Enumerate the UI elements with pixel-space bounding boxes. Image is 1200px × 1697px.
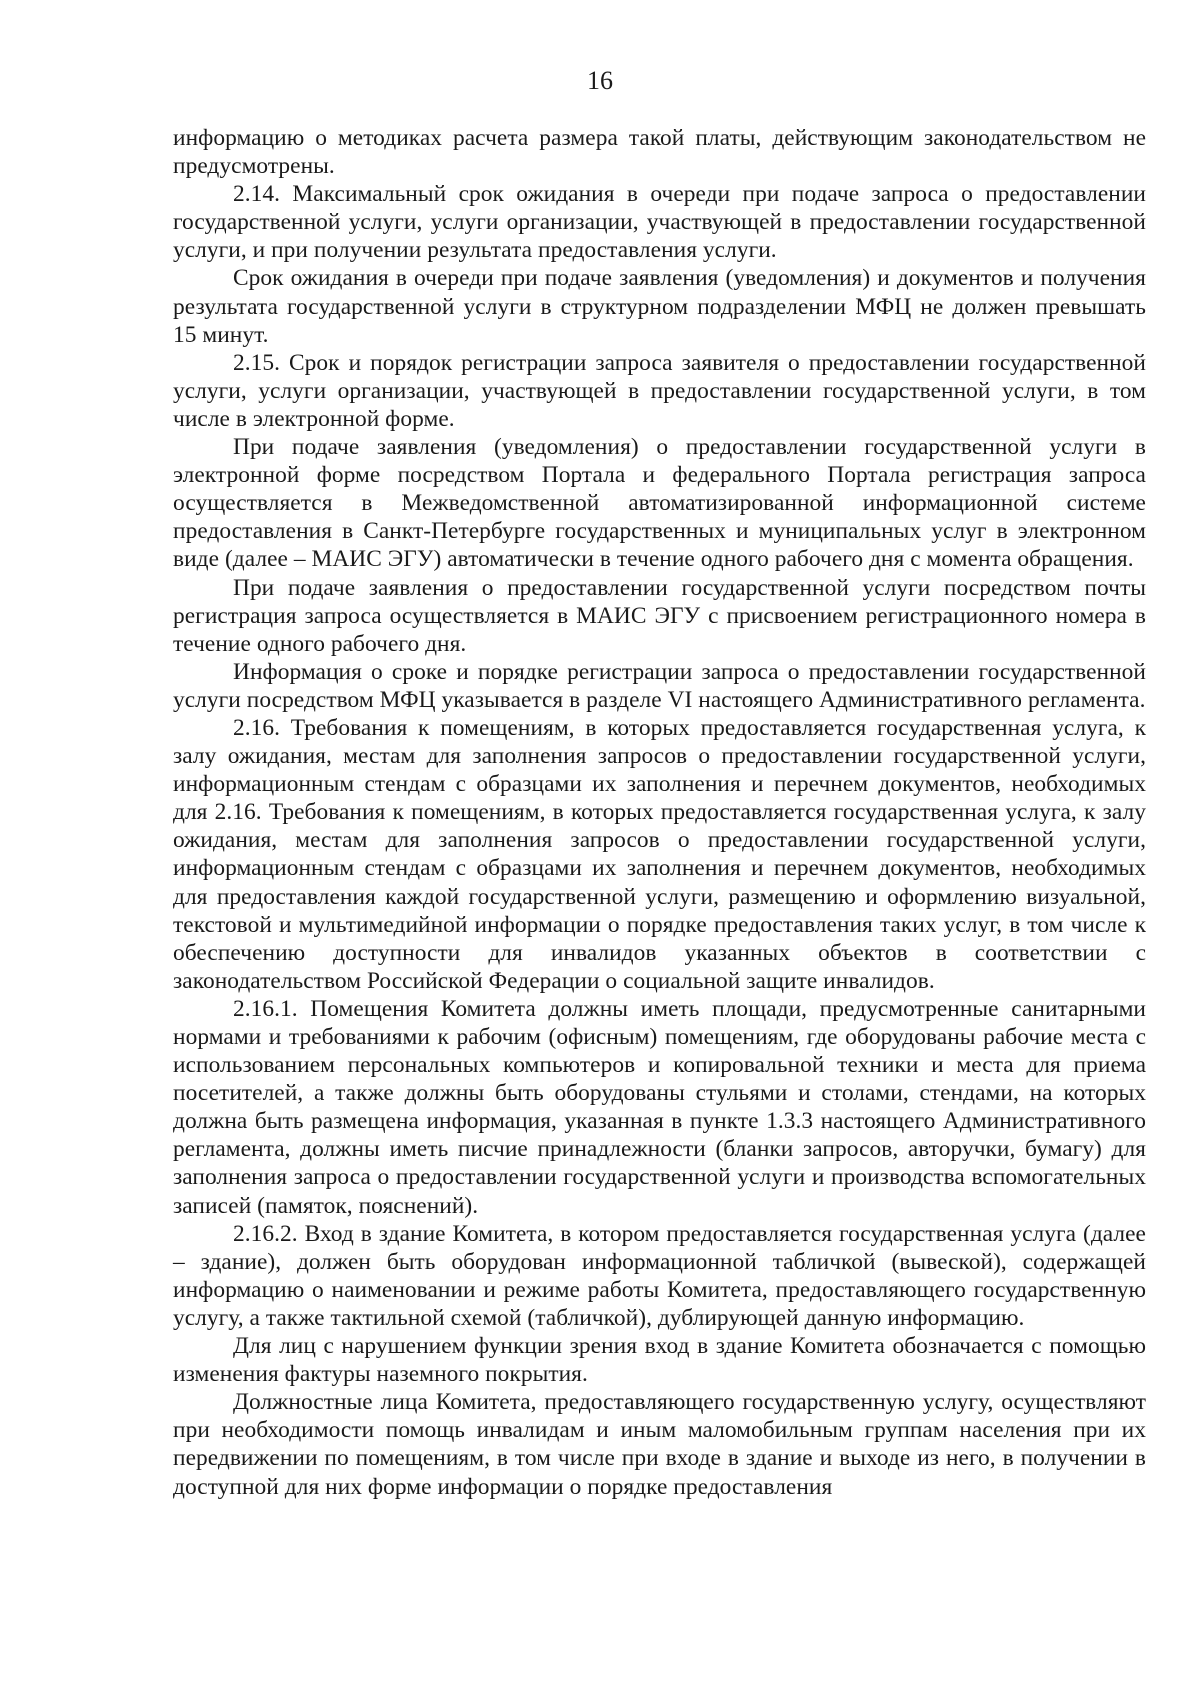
paragraph-mail-registration: При подаче заявления о предоставлении государственной услуги посредством почты регистрация запроса осуществляется в МАИС ЭГУ с присвоением регистрационного номера в течение одного рабочего дня. [173,574,1146,657]
paragraph-electronic-registration: При подаче заявления (уведомления) о предоставлении государственной услуги в электронной форме посредством Портала и федерального Портала регистрация запроса осуществляется в Межведомственной автоматизированной информационной системе предоставления в Санкт-Петербурге государственных и муниципальных услуг в электронном виде (далее – МАИС ЭГУ) автоматически в течение одного рабочего дня с момента обращения. [173,434,1146,573]
paragraph-mfc-registration: Информация о сроке и порядке регистрации запроса о предоставлении государственной услуги посредством МФЦ указывается в разделе VI настоящего Административного регламента. [173,658,1146,713]
paragraph-officials-assistance: Должностные лица Комитета, предоставляющего государственную услугу, осуществляют при необходимости помощь инвалидам и иным маломобильным группам населения при их передвижении по помещениям, в том числе при входе в здание и выходе из него, в получении в доступной для них форме информации о порядке предоставления [173,1389,1146,1500]
paragraph-queue-time: Срок ожидания в очереди при подаче заявления (уведомления) и документов и получения результата государственной услуги в структурном подразделении МФЦ не должен превышать 15 минут. [173,265,1146,348]
clause-2-14: 2.14. Максимальный срок ожидания в очереди при подаче запроса о предоставлении государственной услуги, услуги организации, участвующей в предоставлении государственной услуги, и при получении результата предоставления услуги. [173,181,1146,264]
clause-2-16-1: 2.16.1. Помещения Комитета должны иметь площади, предусмотренные санитарными нормами и требованиями к рабочим (офисным) помещениям, где оборудованы рабочие места с использованием персональных компьютеров и копировальной техники и места для приема посетителей, а также должны быть оборудованы стульями и столами, стендами, на которых должна быть размещена информация, указанная в пункте 1.3.3 настоящего Административного регламента, должны иметь писчие принадлежности (бланки запросов, авторучки, бумагу) для заполнения запроса о предоставлении государственной услуги и производства вспомогательных записей (памяток, пояснений). [173,995,1146,1219]
paragraph-vision-impaired: Для лиц с нарушением функции зрения вход в здание Комитета обозначается с помощью изменения фактуры наземного покрытия. [173,1333,1146,1388]
clause-2-16-2: 2.16.2. Вход в здание Комитета, в котором предоставляется государственная услуга (далее – здание), должен быть оборудован информационной табличкой (вывеской), содержащей информацию о наименовании и режиме работы Комитета, предоставляющего государственную услугу, а также тактильной схемой (табличкой), дублирующей данную информацию. [173,1220,1146,1331]
document-body [173,124,1146,1501]
page-number: 16 [587,66,613,95]
paragraph-continuation: информацию о методиках расчета размера такой платы, действующим законодательством не предусмотрены. [173,125,1146,180]
clause-2-15: 2.15. Срок и порядок регистрации запроса заявителя о предоставлении государственной услуги, услуги организации, участвующей в предоставлении государственной услуги, в том числе в электронной форме. [173,349,1146,432]
clause-2-16: 2.16. Требования к помещениям, в которых предоставляется государственная услуга, к залу ожидания, местам для заполнения запросов о предоставлении государственной услуги, информационным стендам с образцами их заполнения и перечнем документов, необходимых для 2.16. Требования к помещениям, в которых предоставляется государственная услуга, к залу ожидания, местам для заполнения запросов о предоставлении государственной услуги, информационным стендам с образцами их заполнения и перечнем документов, необходимых для предоставления каждой государственной услуги, размещению и оформлению визуальной, текстовой и мультимедийной информации о порядке предоставления таких услуг, в том числе к обеспечению доступности для инвалидов указанных объектов в соответствии с законодательством Российской Федерации о социальной защите инвалидов. [173,714,1146,994]
